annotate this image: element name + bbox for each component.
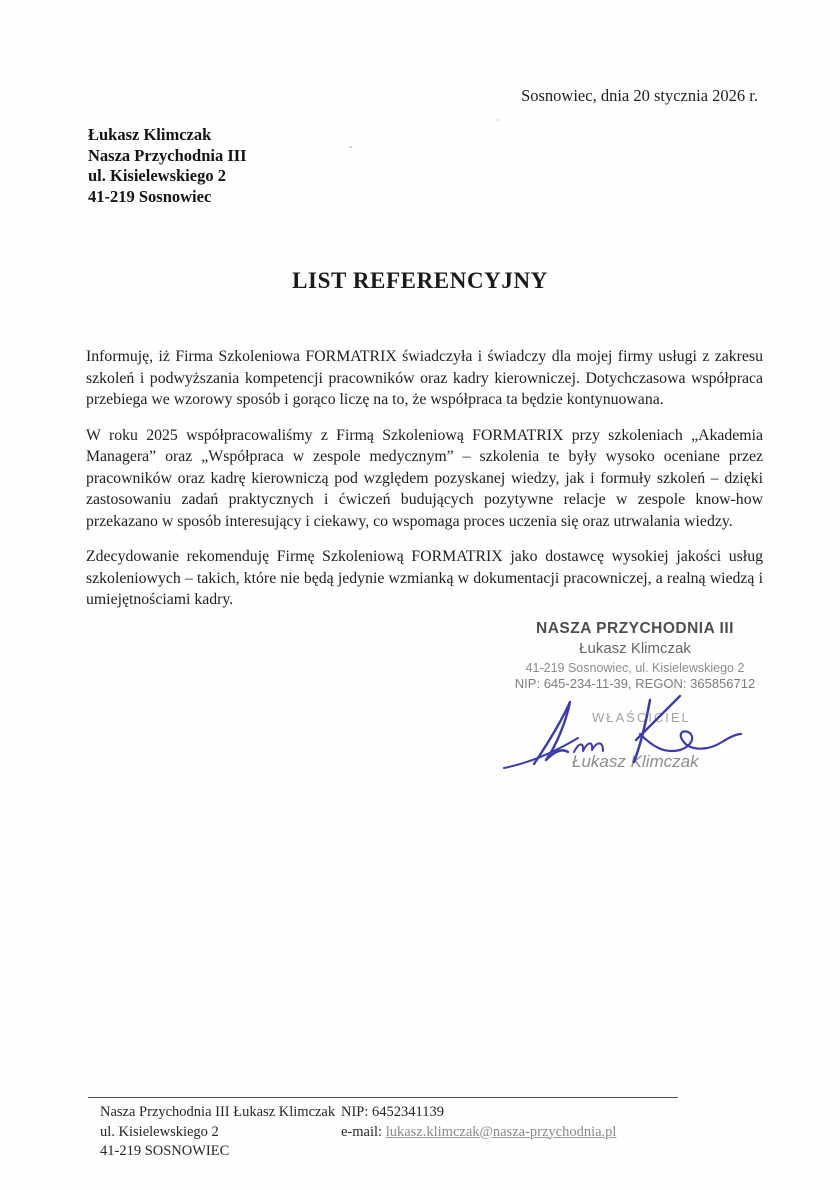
letter-title: LIST REFERENCYJNY [292, 268, 548, 293]
sender-block [88, 125, 247, 207]
signature-name-stamp: Łukasz Klimczak [572, 752, 699, 771]
sender-city: 41-219 Sosnowiec [88, 186, 212, 206]
paragraph-3: Zdecydowanie rekomenduję Firmę Szkoleniową FORMATRIX jako dostawcę wysokiej jakości usług szkoleniowych – takich, które nie będą jedynie wzmianką w dokumentacji pracowniczej, a realną wiedzą i umiejętnościami kadry. [86, 548, 763, 608]
footer-street-line: ul. Kisielewskiego 2 [100, 1123, 219, 1140]
footer-company-line: Nasza Przychodnia III Łukasz Klimczak [100, 1104, 336, 1120]
stamp-registry-numbers: NIP: 645-234-11-39, REGON: 365856712 [514, 676, 756, 691]
sender-street: ul. Kisielewskiego 2 [88, 166, 226, 185]
scan-artifact [497, 119, 499, 121]
handwritten-signature-ink [500, 694, 750, 778]
sender-company: Nasza Przychodnia III [88, 145, 247, 165]
signature-area [500, 694, 762, 786]
stamp-person-name: Łukasz Klimczak [579, 640, 691, 657]
footer-divider [88, 1097, 678, 1098]
footer-contact-block [341, 1103, 616, 1142]
paragraph-2: W roku 2025 współpracowaliśmy z Firmą Szkoleniową FORMATRIX przy szkoleniach „Akademia Managera” oraz „Współpraca w zespole medycznym” – szkolenia te były wysoko oceniane przez pracowników oraz kadrę kierowniczą pod względem pozyskanej wiedzy, jak i formuły szkoleń – dzięki zastosowaniu zadań praktycznych i ćwiczeń budujących pozytywne relacje w zespole know-how przekazano w sposób interesujący i ciekawy, co wspomaga proces uczenia się oraz utrwalania wiedzy. [86, 426, 763, 530]
owner-role-stamp: WŁAŚCICIEL [592, 710, 691, 725]
footer-email-link[interactable]: lukasz.klimczak@nasza-przychodnia.pl [385, 1123, 617, 1140]
letter-date: Sosnowiec, dnia 20 stycznia 2026 r. [521, 86, 758, 105]
paragraph-1: Informuję, iż Firma Szkoleniowa FORMATRIX świadczyła i świadczy dla mojej firmy usługi z zakresu szkoleń i podwyższania kompetencji pracowników oraz kadry kierowniczej. Dotychczasowa współpraca przebiega we wzorowy sposób i gorąco liczę na to, że współpraca ta będzie kontynuowana. [86, 348, 763, 408]
letter-body [86, 346, 763, 625]
footer-email-label: e-mail: [341, 1123, 386, 1140]
stamp-company-name: NASZA PRZYCHODNIA III [536, 620, 734, 637]
footer-nip: NIP: 6452341139 [341, 1104, 444, 1120]
footer-company-block [100, 1103, 335, 1162]
stamp-address: 41-219 Sosnowiec, ul. Kisielewskiego 2 [525, 661, 745, 675]
scan-artifact [349, 146, 352, 148]
sender-name: Łukasz Klimczak [88, 125, 212, 144]
company-stamp [475, 620, 795, 691]
footer-email-line [341, 1123, 616, 1143]
footer-city-line: 41-219 SOSNOWIEC [100, 1143, 230, 1159]
